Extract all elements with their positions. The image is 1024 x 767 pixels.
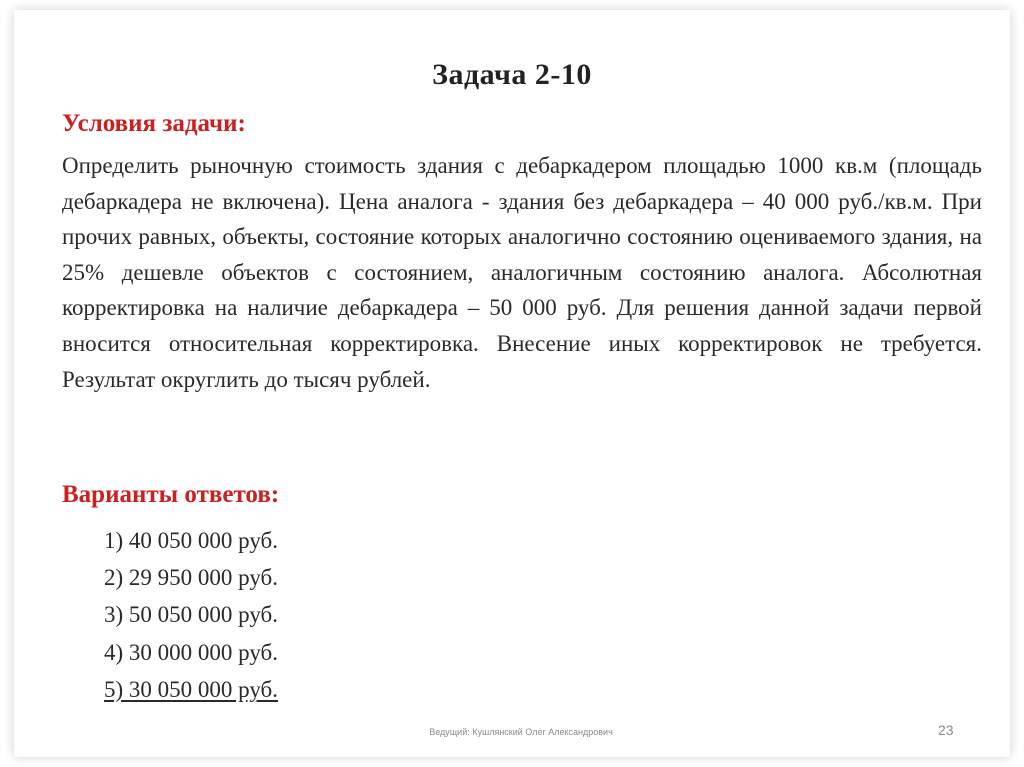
answer-option-5-correct xyxy=(104,671,278,708)
conditions-heading: Условия задачи: xyxy=(62,110,246,137)
answer-option-2-label: 2) 29 950 000 руб. xyxy=(104,565,279,591)
answer-options-list xyxy=(104,522,278,708)
answers-heading: Варианты ответов: xyxy=(62,481,280,508)
answer-option-2 xyxy=(104,559,278,596)
conditions-text: Определить рыночную стоимость здания с дебаркадером площадью 1000 кв.м (площадь дебаркадера не включена). Цена аналога - здания без дебаркадера – 40 000 руб./кв.м. При прочих равных, объекты, состояние которых аналогично состоянию оцениваемого здания, на 25% дешевле объектов с состоянием, аналогичным состоянию аналога. Абсолютная корректировка на наличие дебаркадера – 50 000 руб. Для решения данной задачи первой вносится относительная корректировка. Внесение иных корректировок не требуется. Результат округлить до тысяч рублей. xyxy=(62,153,982,392)
answer-option-1-label: 1) 40 050 000 руб. xyxy=(104,528,279,553)
page-number: 23 xyxy=(938,722,954,738)
answer-option-4 xyxy=(104,634,278,671)
answer-option-5-label: 5) 30 050 000 руб. xyxy=(104,676,279,702)
answer-option-3 xyxy=(104,596,278,633)
answer-option-3-label: 3) 50 050 000 руб. xyxy=(104,602,279,628)
answer-option-4-label: 4) 30 000 000 руб. xyxy=(104,639,279,665)
slide-title: Задача 2-10 xyxy=(432,58,592,91)
footer-presenter: Ведущий: Кушлянский Олег Александрович xyxy=(429,727,613,737)
answer-option-1 xyxy=(104,522,278,559)
